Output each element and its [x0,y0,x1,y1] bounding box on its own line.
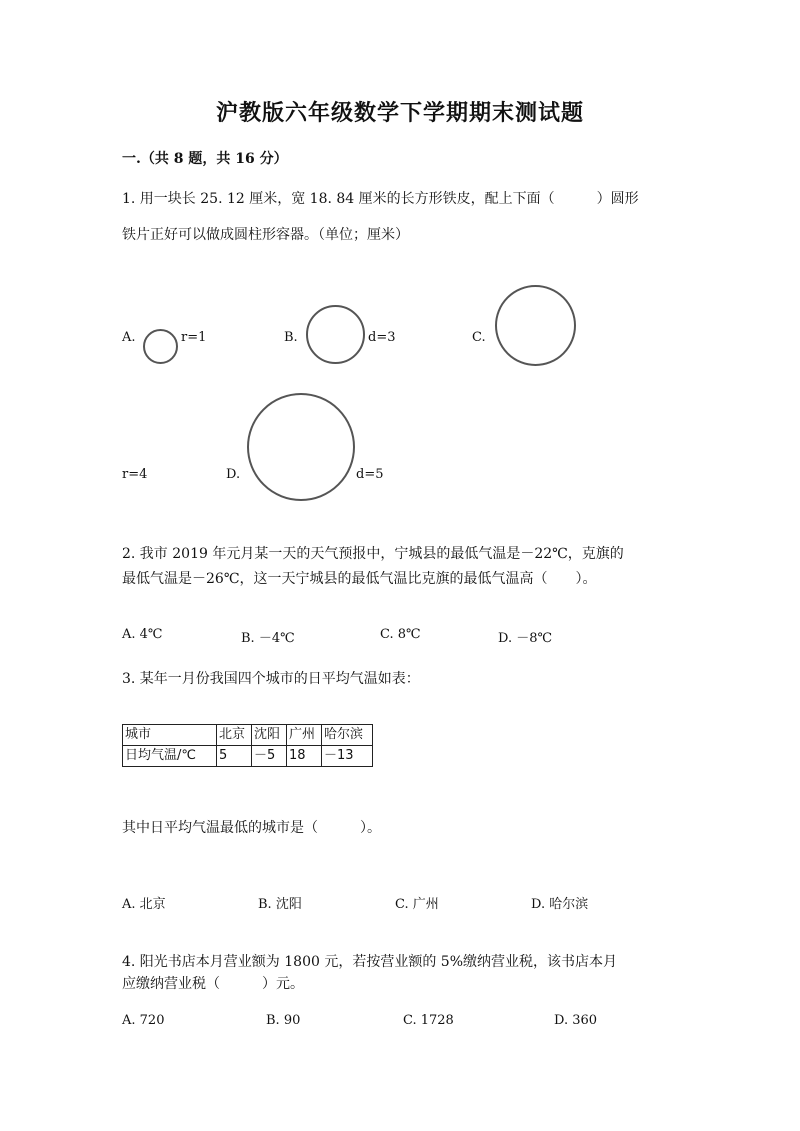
table-cell: 北京 [217,725,252,746]
question-4-line-2: 应缴纳营业税（ ）元。 [122,976,304,992]
page-title: 沪教版六年级数学下学期期末测试题 [215,100,584,126]
table-cell: 哈尔滨 [322,725,373,746]
question-3-line-1: 3. 某年一月份我国四个城市的日平均气温如表： [122,671,420,687]
table-cell: 沈阳 [252,725,287,746]
q1-option-c-letter: C. [472,330,486,345]
circle-d5-shape [247,393,355,501]
table-cell: 广州 [287,725,322,746]
table-cell: 5 [217,746,252,767]
table-header-row [123,725,373,746]
table-cell: 城市 [123,725,217,746]
q4-option-c: C. 1728 [403,1013,454,1028]
question-2-line-1: 2. 我市 2019 年元月某一天的天气预报中，宁城县的最低气温是－22℃，克旗的 [122,546,624,562]
circle-r1-shape [143,329,178,364]
circle-r4-shape [495,285,576,366]
question-1-line-2: 铁片正好可以做成圆柱形容器。（单位；厘米） [122,227,409,243]
circle-d3-shape [306,305,365,364]
table-row [123,746,373,767]
question-2-line-2: 最低气温是－26℃，这一天宁城县的最低气温比克旗的最低气温高（ ）。 [122,571,597,587]
question-1-line-1: 1. 用一块长 25. 12 厘米，宽 18. 84 厘米的长方形铁皮，配上下面（ ）圆形 [122,191,639,207]
q2-option-c: C. 8℃ [380,627,421,642]
q3-option-d: D. 哈尔滨 [531,897,589,912]
q4-option-d: D. 360 [554,1013,598,1028]
q1-option-d-label: d=5 [356,467,384,482]
q2-option-b: B. －4℃ [241,631,295,646]
question-4-line-1: 4. 阳光书店本月营业额为 1800 元，若按营业额的 5%缴纳营业税，该书店本月 [122,954,617,970]
section-heading: 一.（共 8 题，共 16 分） [122,151,288,167]
q1-option-a-letter: A. [122,330,136,345]
question-3-line-2: 其中日平均气温最低的城市是（ ）。 [122,820,381,836]
table-cell: 日均气温/℃ [123,746,217,767]
q1-option-a-label: r=1 [181,330,207,345]
table-cell: －5 [252,746,287,767]
q3-option-b: B. 沈阳 [258,897,302,912]
table-cell: －13 [322,746,373,767]
q1-option-d-letter: D. [226,467,241,482]
q4-option-b: B. 90 [266,1013,301,1028]
q3-option-c: C. 广州 [395,897,439,912]
q1-option-b-label: d=3 [368,330,396,345]
q2-option-a: A. 4℃ [122,627,163,642]
q3-option-a: A. 北京 [122,897,166,912]
q1-option-b-letter: B. [284,330,298,345]
q2-option-d: D. －8℃ [498,631,553,646]
temperature-table [122,724,373,767]
q4-option-a: A. 720 [122,1013,165,1028]
table-cell: 18 [287,746,322,767]
q1-option-c-label: r=4 [122,467,148,482]
